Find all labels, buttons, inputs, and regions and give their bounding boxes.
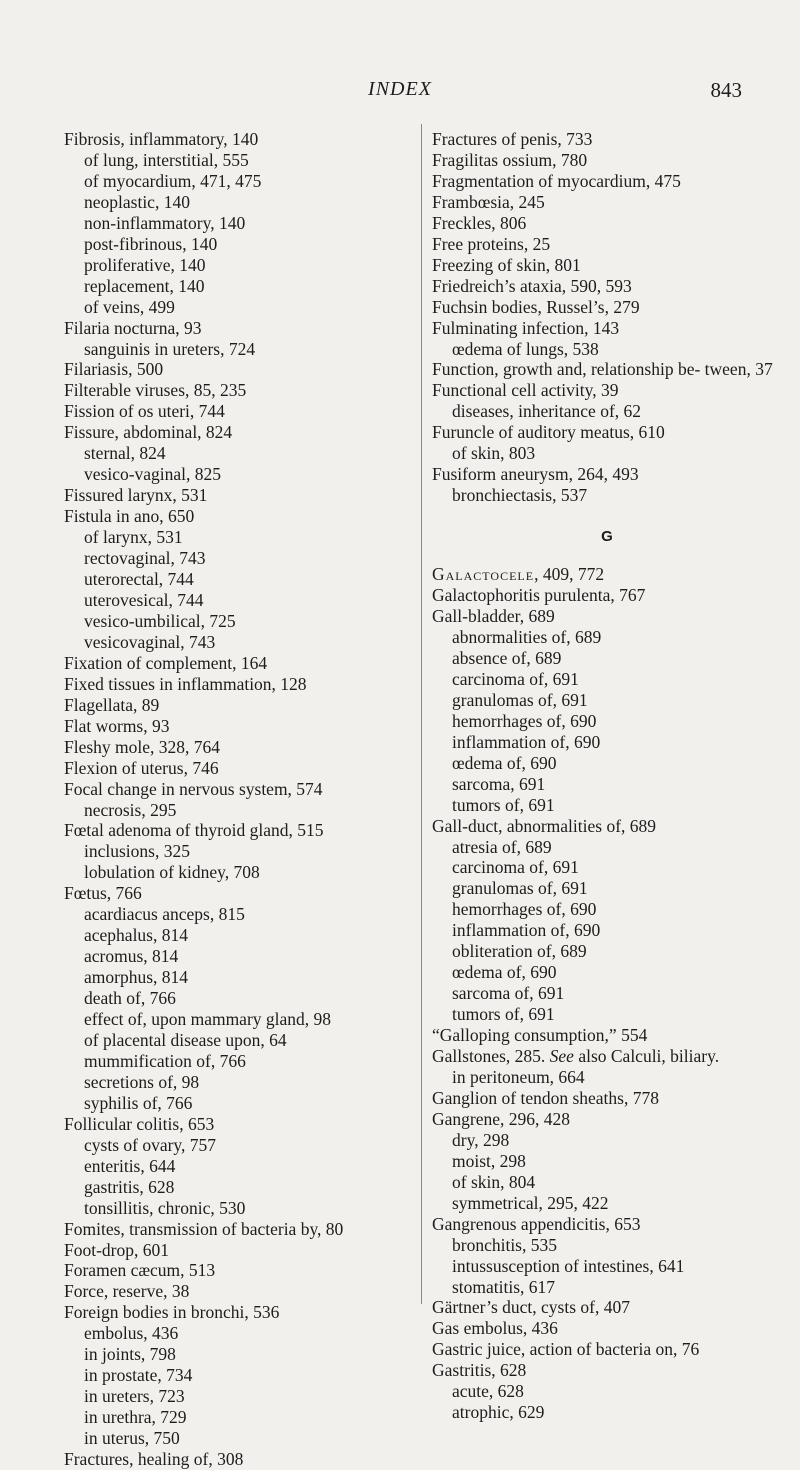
- index-column-right: [432, 129, 782, 1423]
- index-subentry: of skin, 804: [452, 1171, 536, 1192]
- index-subentry: diseases, inheritance of, 62: [452, 401, 642, 422]
- index-subentry: neoplastic, 140: [84, 191, 190, 212]
- index-subentry: acardiacus anceps, 815: [84, 904, 245, 925]
- index-entry: Filaria nocturna, 93: [64, 317, 202, 338]
- index-entry: Function, growth and, relationship be- tween, 37: [432, 359, 773, 380]
- index-subentry: non-inflammatory, 140: [84, 212, 246, 233]
- index-entry: Flat worms, 93: [64, 715, 170, 736]
- index-subentry: enteritis, 644: [84, 1155, 176, 1176]
- page-number: 843: [710, 78, 742, 102]
- index-column-left: [64, 129, 410, 1470]
- index-entry: Focal change in nervous system, 574: [64, 778, 323, 799]
- index-subentry: absence of, 689: [452, 647, 562, 668]
- index-entry: Ganglion of tendon sheaths, 778: [432, 1087, 659, 1108]
- index-subentry: inclusions, 325: [84, 841, 190, 862]
- index-group-g: [432, 585, 782, 1046]
- index-subentry: in prostate, 734: [84, 1365, 193, 1386]
- index-entry: Filariasis, 500: [64, 359, 164, 380]
- index-subentry: atresia of, 689: [452, 836, 552, 857]
- index-subentry: in peritoneum, 664: [452, 1066, 585, 1087]
- index-subentry: of myocardium, 471, 475: [84, 170, 262, 191]
- index-entry: Gärtner’s duct, cysts of, 407: [432, 1297, 630, 1318]
- index-entry: Fissured larynx, 531: [64, 485, 208, 506]
- index-entry: Gastric juice, action of bacteria on, 76: [432, 1339, 700, 1360]
- index-subentry: bronchitis, 535: [452, 1234, 557, 1255]
- index-subentry: vesicovaginal, 743: [84, 631, 216, 652]
- index-subentry: hemorrhages of, 690: [452, 899, 597, 920]
- index-subentry: proliferative, 140: [84, 254, 206, 275]
- index-subentry: inflammation of, 690: [452, 920, 601, 941]
- index-subentry: tonsillitis, chronic, 530: [84, 1197, 246, 1218]
- index-subentry: replacement, 140: [84, 275, 205, 296]
- index-subentry: œdema of lungs, 538: [452, 338, 599, 359]
- index-entry: Galactophoritis purulenta, 767: [432, 585, 646, 606]
- index-subentry: effect of, upon mammary gland, 98: [84, 1009, 332, 1030]
- index-subentry: tumors of, 691: [452, 1004, 555, 1025]
- index-subentry: abnormalities of, 689: [452, 626, 602, 647]
- index-entry: Fusiform aneurysm, 264, 493: [432, 464, 639, 485]
- index-entry: Gangrene, 296, 428: [432, 1108, 571, 1129]
- section-letter-heading: G: [601, 528, 613, 546]
- index-subentry: symmetrical, 295, 422: [452, 1192, 609, 1213]
- index-entry: Filterable viruses, 85, 235: [64, 380, 247, 401]
- index-entry: Gastritis, 628: [432, 1360, 527, 1381]
- index-entry: Flexion of uterus, 746: [64, 757, 219, 778]
- index-subentry: uterorectal, 744: [84, 569, 194, 590]
- index-entry: Foot-drop, 601: [64, 1239, 169, 1260]
- index-entry: Flagellata, 89: [64, 694, 160, 715]
- entry-head: Gallstones, 285.: [432, 1046, 550, 1067]
- index-subentry: carcinoma of, 691: [452, 668, 579, 689]
- index-entry: Fleshy mole, 328, 764: [64, 736, 221, 757]
- index-subentry: granulomas of, 691: [452, 689, 588, 710]
- index-subentry: post-fibrinous, 140: [84, 233, 218, 254]
- index-subentry: sarcoma of, 691: [452, 983, 565, 1004]
- index-subentry: gastritis, 628: [84, 1176, 175, 1197]
- index-entry: Fission of os uteri, 744: [64, 401, 225, 422]
- index-subentry: of skin, 803: [452, 443, 536, 464]
- index-entry: Foramen cæcum, 513: [64, 1260, 216, 1281]
- index-entry: Frambœsia, 245: [432, 191, 545, 212]
- index-subentry: of larynx, 531: [84, 527, 183, 548]
- entry-pages: , 409, 772: [534, 564, 605, 585]
- index-entry: “Galloping consumption,” 554: [432, 1025, 648, 1046]
- index-subentry: inflammation of, 690: [452, 731, 601, 752]
- index-subentry: syphilis of, 766: [84, 1092, 193, 1113]
- index-entry: Fuchsin bodies, Russel’s, 279: [432, 296, 640, 317]
- index-subentry: secretions of, 98: [84, 1071, 200, 1092]
- see-reference: See: [549, 1046, 574, 1067]
- index-entry: Fractures of penis, 733: [432, 129, 593, 149]
- index-subentry: in ureters, 723: [84, 1386, 185, 1407]
- index-entry: Freckles, 806: [432, 212, 527, 233]
- index-subentry: moist, 298: [452, 1150, 526, 1171]
- index-entry: [432, 564, 782, 585]
- index-entry: Fixed tissues in inflammation, 128: [64, 673, 307, 694]
- index-subentry: sarcoma, 691: [452, 773, 546, 794]
- index-subentry: mummification of, 766: [84, 1050, 246, 1071]
- index-subentry: granulomas of, 691: [452, 878, 588, 899]
- index-subentry: obliteration of, 689: [452, 941, 587, 962]
- index-entry: Furuncle of auditory meatus, 610: [432, 422, 665, 443]
- index-entry: Fixation of complement, 164: [64, 652, 268, 673]
- index-entry: Force, reserve, 38: [64, 1281, 190, 1302]
- index-subentry: uterovesical, 744: [84, 589, 204, 610]
- index-subentry: necrosis, 295: [84, 799, 177, 820]
- index-subentry: œdema of, 690: [452, 962, 557, 983]
- entry-see-target: also Calculi, biliary.: [573, 1046, 720, 1067]
- index-entry: Freezing of skin, 801: [432, 254, 581, 275]
- index-subentry: intussusception of intestines, 641: [452, 1255, 685, 1276]
- index-entry: Follicular colitis, 653: [64, 1113, 215, 1134]
- index-entry: Gall-duct, abnormalities of, 689: [432, 815, 657, 836]
- index-group-g-continued: [432, 1067, 782, 1423]
- index-subentry: embolus, 436: [84, 1323, 179, 1344]
- index-entry: Foreign bodies in bronchi, 536: [64, 1302, 280, 1323]
- index-subentry: acephalus, 814: [84, 925, 188, 946]
- index-subentry: lobulation of kidney, 708: [84, 862, 260, 883]
- index-entry: Fissure, abdominal, 824: [64, 422, 233, 443]
- index-entry: Fomites, transmission of bacteria by, 80: [64, 1218, 344, 1239]
- index-subentry: acute, 628: [452, 1381, 524, 1402]
- index-subentry: of veins, 499: [84, 296, 175, 317]
- index-entry: Fœtus, 766: [64, 883, 142, 904]
- index-entry: Fœtal adenoma of thyroid gland, 515: [64, 820, 324, 841]
- index-entry: Gall-bladder, 689: [432, 606, 555, 627]
- index-group-f-continued: [432, 129, 782, 506]
- index-subentry: vesico-vaginal, 825: [84, 464, 222, 485]
- index-entry: Functional cell activity, 39: [432, 380, 619, 401]
- index-subentry: death of, 766: [84, 988, 176, 1009]
- index-entry: Fragilitas ossium, 780: [432, 149, 588, 170]
- column-divider: [421, 124, 422, 1304]
- index-subentry: tumors of, 691: [452, 794, 555, 815]
- index-entry: Fulminating infection, 143: [432, 317, 620, 338]
- index-subentry: in joints, 798: [84, 1344, 176, 1365]
- index-entry: Fragmentation of myocardium, 475: [432, 170, 681, 191]
- index-entry: Gas embolus, 436: [432, 1318, 558, 1339]
- index-subentry: bronchiectasis, 537: [452, 485, 588, 506]
- index-entry: Fistula in ano, 650: [64, 506, 195, 527]
- index-subentry: atrophic, 629: [452, 1402, 545, 1423]
- index-subentry: vesico-umbilical, 725: [84, 610, 236, 631]
- index-subentry: in urethra, 729: [84, 1407, 187, 1428]
- index-entry: Fibrosis, inflammatory, 140: [64, 129, 259, 149]
- index-entry: [432, 1046, 782, 1067]
- index-entry: Free proteins, 25: [432, 233, 551, 254]
- index-subentry: acromus, 814: [84, 946, 179, 967]
- index-subentry: of lung, interstitial, 555: [84, 149, 249, 170]
- index-subentry: dry, 298: [452, 1129, 510, 1150]
- entry-head-small-caps: Galactocele: [432, 564, 535, 585]
- index-subentry: sternal, 824: [84, 443, 166, 464]
- index-subentry: amorphus, 814: [84, 967, 189, 988]
- index-subentry: hemorrhages of, 690: [452, 710, 597, 731]
- index-subentry: sanguinis in ureters, 724: [84, 338, 256, 359]
- running-title: INDEX: [368, 78, 432, 100]
- index-entry: Gangrenous appendicitis, 653: [432, 1213, 641, 1234]
- index-entry: Friedreich’s ataxia, 590, 593: [432, 275, 632, 296]
- index-subentry: stomatitis, 617: [452, 1276, 556, 1297]
- index-subentry: carcinoma of, 691: [452, 857, 579, 878]
- index-subentry: of placental disease upon, 64: [84, 1029, 287, 1050]
- index-subentry: in uterus, 750: [84, 1428, 180, 1449]
- index-subentry: rectovaginal, 743: [84, 548, 206, 569]
- index-subentry: œdema of, 690: [452, 752, 557, 773]
- index-entry: Fractures, healing of, 308: [64, 1449, 244, 1470]
- index-subentry: cysts of ovary, 757: [84, 1134, 217, 1155]
